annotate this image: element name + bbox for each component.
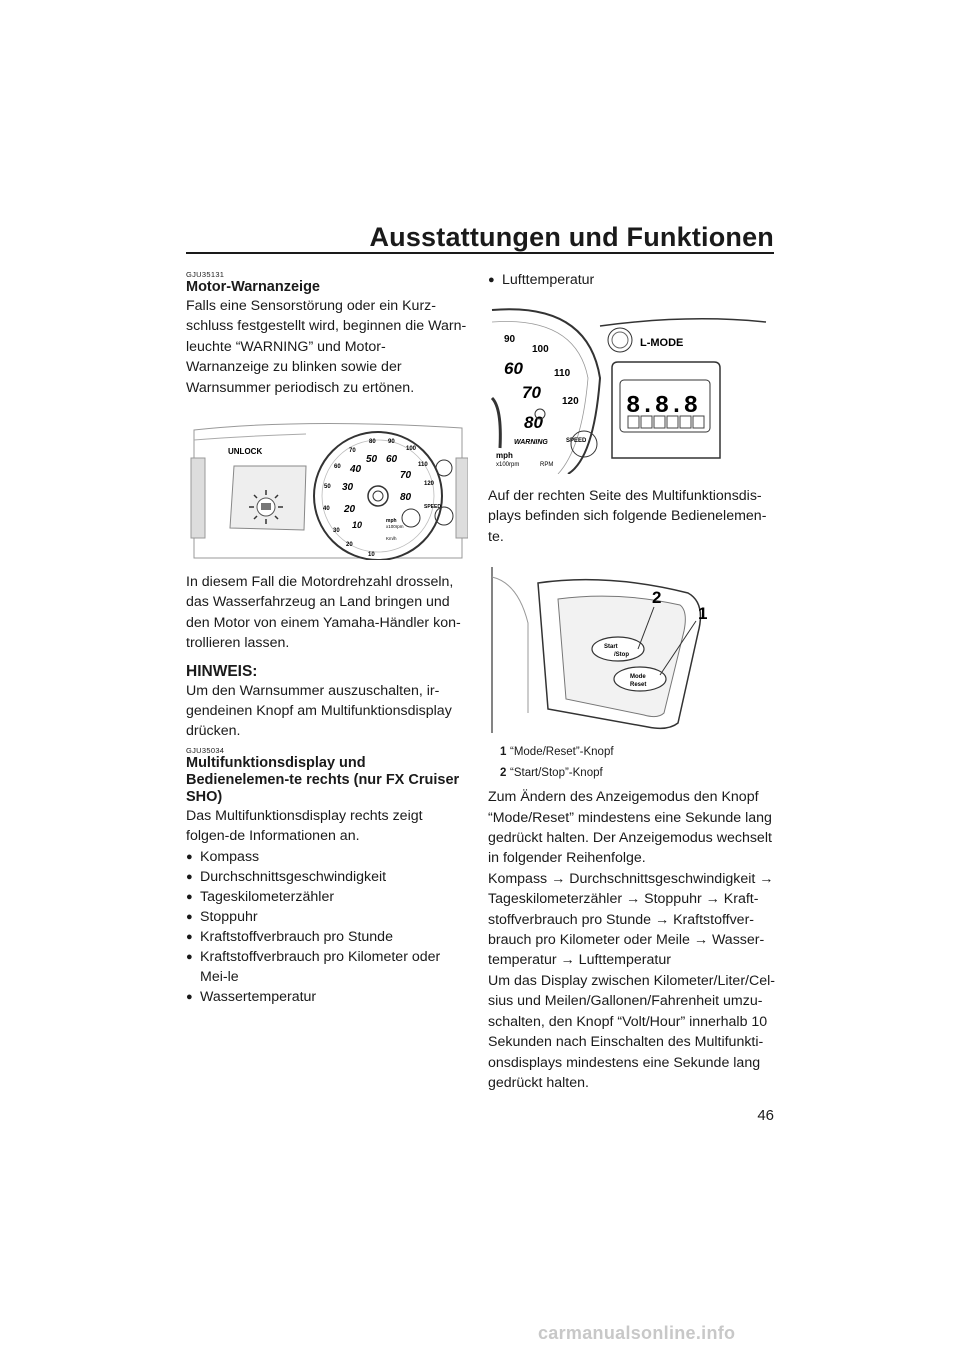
display-closeup-figure	[488, 298, 770, 474]
lmode-label: L-MODE	[640, 337, 684, 349]
kmh-label: Km/h	[386, 536, 397, 542]
gauge-tick: 100	[406, 446, 417, 453]
section-code: GJU35131	[186, 270, 225, 279]
list-item: ● Kraftstoffverbrauch pro Stunde	[186, 927, 468, 947]
callout-2: 2	[652, 588, 662, 608]
mode-button-label: Mode	[630, 674, 646, 681]
paragraph: Das Multifunktionsdisplay rechts zeigt folgen-de Informationen an.	[186, 807, 423, 845]
paragraph: Auf der rechten Seite des Multifunktionsdis-plays befinden sich folgende Bedienelemen-te.	[488, 488, 767, 545]
info-list	[186, 847, 468, 1007]
list-item: ● Kraftstoffverbrauch pro Kilometer oder Mei-le	[186, 947, 468, 987]
stop-button-label: /Stop	[614, 652, 629, 659]
reset-button-label: Reset	[630, 682, 647, 689]
gauge-tick: 40	[323, 506, 330, 513]
mph-label: mph	[496, 451, 513, 460]
gauge-tick: 80	[400, 492, 412, 504]
gauge-tick: 90	[504, 334, 516, 345]
list-item: ● Wassertemperatur	[186, 987, 468, 1007]
header-rule	[186, 252, 774, 254]
section-code: GJU35034	[186, 745, 225, 755]
gauge-tick: 110	[418, 462, 428, 469]
caption-text: “Mode/Reset”-Knopf	[510, 746, 614, 759]
note-title: HINWEIS:	[186, 662, 258, 680]
left-column	[186, 270, 468, 1007]
gauge-tick: 30	[333, 528, 340, 535]
warning-label: WARNING	[514, 439, 548, 446]
page-title: Ausstattungen und Funktionen	[369, 222, 774, 252]
gauge-tick: 60	[334, 464, 341, 471]
page-number: 46	[757, 1107, 774, 1124]
gauge-tick: 40	[350, 464, 362, 476]
list-item: ● Durchschnittsgeschwindigkeit	[186, 867, 468, 887]
gauge-tick: 80	[524, 413, 543, 432]
speed-label: SPEED	[566, 438, 587, 444]
rpm-label: x100rpm	[496, 462, 520, 468]
gauge-tick: 60	[386, 454, 398, 466]
gauge-tick: 60	[504, 359, 523, 378]
gauge-tick: 120	[424, 481, 435, 488]
list-item: ● Stoppuhr	[186, 907, 468, 927]
info-list-continued	[488, 270, 776, 290]
gauge-tick: 110	[554, 368, 571, 379]
rpm-label: x100rpm	[386, 524, 404, 530]
caption-number: 2	[500, 767, 507, 780]
section-heading: Multifunktionsdisplay und Bedienelemen-te rechts (nur FX Cruiser SHO)	[186, 754, 460, 805]
paragraph: Um das Display zwischen Kilometer/Liter/Cel-sius und Meilen/Gallonen/Fahrenheit umzu-schalten, den Knopf “Volt/Hour” innerhalb 10 Sekunden nach Einschalten des Multifunkti-onsdisplays mindestens eine Sekunde lang gedrückt halten.	[488, 972, 775, 1091]
gauge-tick: 90	[388, 439, 395, 446]
gauge-tick: 50	[366, 454, 378, 466]
instrument-panel-figure	[186, 410, 468, 560]
gauge-tick: 70	[349, 448, 356, 455]
gauge-tick: 100	[532, 344, 549, 355]
list-item: ● Lufttemperatur	[488, 270, 776, 290]
gauge-tick: 20	[346, 542, 353, 549]
gauge-tick: 20	[344, 504, 356, 516]
unlock-label: UNLOCK	[228, 447, 263, 457]
caption	[500, 745, 776, 760]
rpm2-label: RPM	[540, 462, 554, 468]
note-text: Um den Warnsummer auszuschalten, ir-gendeinen Knopf am Multifunktionsdisplay drücken.	[186, 682, 452, 740]
caption-number: 1	[500, 746, 507, 759]
gauge-tick: 80	[369, 439, 376, 446]
section-heading: Motor-Warnanzeige	[186, 279, 320, 295]
control-buttons-figure	[488, 563, 770, 733]
caption-text: “Start/Stop”-Knopf	[510, 767, 603, 780]
mph-label: mph	[386, 518, 397, 525]
start-button-label: Start	[604, 644, 618, 651]
list-item: ● Tageskilometerzähler	[186, 887, 468, 907]
caption	[500, 766, 776, 781]
gauge-tick: 30	[342, 482, 354, 494]
list-item: ● Kompass	[186, 847, 468, 867]
gauge-tick: 10	[352, 520, 363, 531]
right-column	[488, 270, 776, 1093]
gauge-tick: 70	[522, 383, 541, 402]
gauge-tick: 70	[400, 470, 412, 482]
callout-1: 1	[698, 604, 708, 624]
paragraph: Falls eine Sensorstörung oder ein Kurz-schluss festgestellt wird, beginnen die Warn-leuchte “WARNING” und Motor-Warnanzeige zu blinken sowie der Warnsummer periodisch zu ertönen.	[186, 298, 467, 396]
paragraph: Zum Ändern des Anzeigemodus den Knopf “Mode/Reset” mindestens eine Sekunde lang gedrückt halten. Der Anzeigemodus wechselt in folgender Reihenfolge.	[488, 789, 772, 867]
speed-label: SPEED	[424, 504, 441, 511]
gauge-tick: 10	[368, 552, 375, 559]
paragraph: In diesem Fall die Motordrehzahl drosseln, das Wasserfahrzeug an Land bringen und den Motor von einem Yamaha-Händler kon-trollieren lassen.	[186, 574, 461, 652]
paragraph: Kompass → Durchschnittsgeschwindigkeit → Tageskilometerzähler → Stoppuhr → Kraft-stoffverbrauch pro Stunde → Kraftstoffver-brauch pro Kilometer oder Meile → Wasser-temperatur → Lufttemperatur	[488, 870, 774, 969]
digital-readout: 8.8.8	[626, 393, 699, 420]
gauge-tick: 120	[562, 396, 579, 407]
gauge-tick: 50	[324, 484, 331, 491]
watermark: carmanualsonline.info	[538, 1323, 736, 1343]
